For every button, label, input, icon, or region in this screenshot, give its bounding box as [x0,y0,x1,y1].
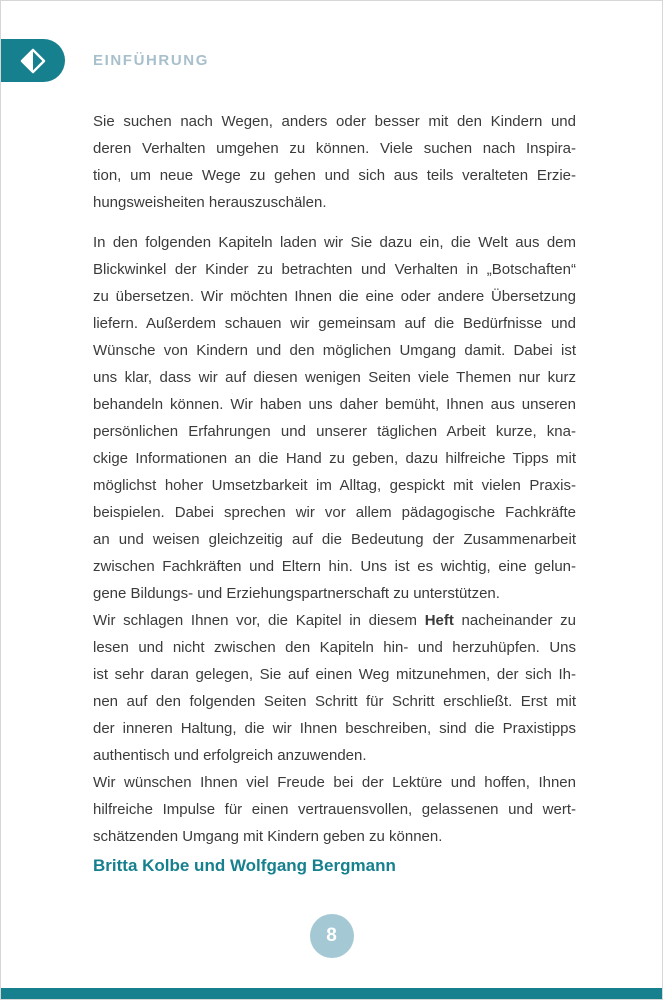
text-line: uns klar, dass wir auf diesen wenigen Seiten viele Themen nur kurz [93,369,576,386]
footer-bar [1,988,662,999]
text-segment: Wir schlagen Ihnen vor, die Kapitel in diesem [93,612,425,629]
paragraph [93,108,576,216]
author-line: Britta Kolbe und Wolfgang Bergmann [93,856,396,875]
text-segment: nacheinander zu [453,612,576,629]
chapter-header: EINFÜHRUNG [93,52,209,69]
text-line [93,607,576,634]
text-line: behandeln können. Wir haben uns daher bemüht, Ihnen aus unseren [93,396,576,413]
text-line: hilfreiche Impulse für einen vertrauensvollen, gelassenen und wert- [93,801,576,818]
body-text [93,108,576,850]
text-line: ckige Informationen an die Hand zu geben, dazu hilfreiche Tipps mit [93,450,576,467]
emphasized-text: Heft [424,612,454,629]
text-line: In den folgenden Kapiteln laden wir Sie dazu ein, die Welt aus dem [93,234,576,251]
page-number: 8 [326,925,337,946]
text-line: lesen und nicht zwischen den Kapiteln hin- und herzuhüpfen. Uns [93,639,576,656]
text-line: persönlichen Erfahrungen und unserer täglichen Arbeit kurze, kna- [93,423,576,440]
text-line: Blickwinkel der Kinder zu betrachten und Verhalten in „Botschaften“ [93,261,576,278]
text-line: tion, um neue Wege zu gehen und sich aus teils veralteten Erzie- [93,167,576,184]
text-line: zu übersetzen. Wir möchten Ihnen die eine oder andere Übersetzung [93,288,576,305]
text-line: an und weisen gleichzeitig auf die Bedeutung der Zusammenarbeit [93,531,576,548]
paragraph [93,607,576,769]
text-line: hungsweisheiten herauszuschälen. [93,194,327,211]
text-line: liefern. Außerdem schauen wir gemeinsam auf die Bedürfnisse und [93,315,576,332]
text-line: zwischen Fachkräften und Eltern hin. Uns ist es wichtig, eine gelun- [93,558,576,575]
diamond-icon [20,48,46,74]
text-line: Sie suchen nach Wegen, anders oder besser mit den Kindern und [93,113,576,130]
text-line: der inneren Haltung, die wir Ihnen beschreiben, sind die Praxistipps [93,720,576,737]
text-line: deren Verhalten umgehen zu können. Viele suchen nach Inspira- [93,140,576,157]
text-line: nen auf den folgenden Seiten Schritt für Schritt erschließt. Erst mit [93,693,576,710]
text-line: Wünsche von Kindern und den möglichen Umgang damit. Dabei ist [93,342,576,359]
chapter-tab [1,39,65,82]
page-number-badge [310,914,354,958]
text-line: gene Bildungs- und Erziehungspartnerschaft zu unterstützen. [93,585,500,602]
paragraph [93,229,576,607]
text-line: schätzenden Umgang mit Kindern geben zu können. [93,828,443,845]
paragraph [93,769,576,850]
text-line: möglichst hoher Umsetzbarkeit im Alltag, gespickt mit vielen Praxis- [93,477,576,494]
text-line: ist sehr daran gelegen, Sie auf einen Weg mitzunehmen, der sich Ih- [93,666,576,683]
text-line: beispielen. Dabei sprechen wir vor allem pädagogische Fachkräfte [93,504,576,521]
text-line: authentisch und erfolgreich anzuwenden. [93,747,367,764]
text-line: Wir wünschen Ihnen viel Freude bei der Lektüre und hoffen, Ihnen [93,774,576,791]
